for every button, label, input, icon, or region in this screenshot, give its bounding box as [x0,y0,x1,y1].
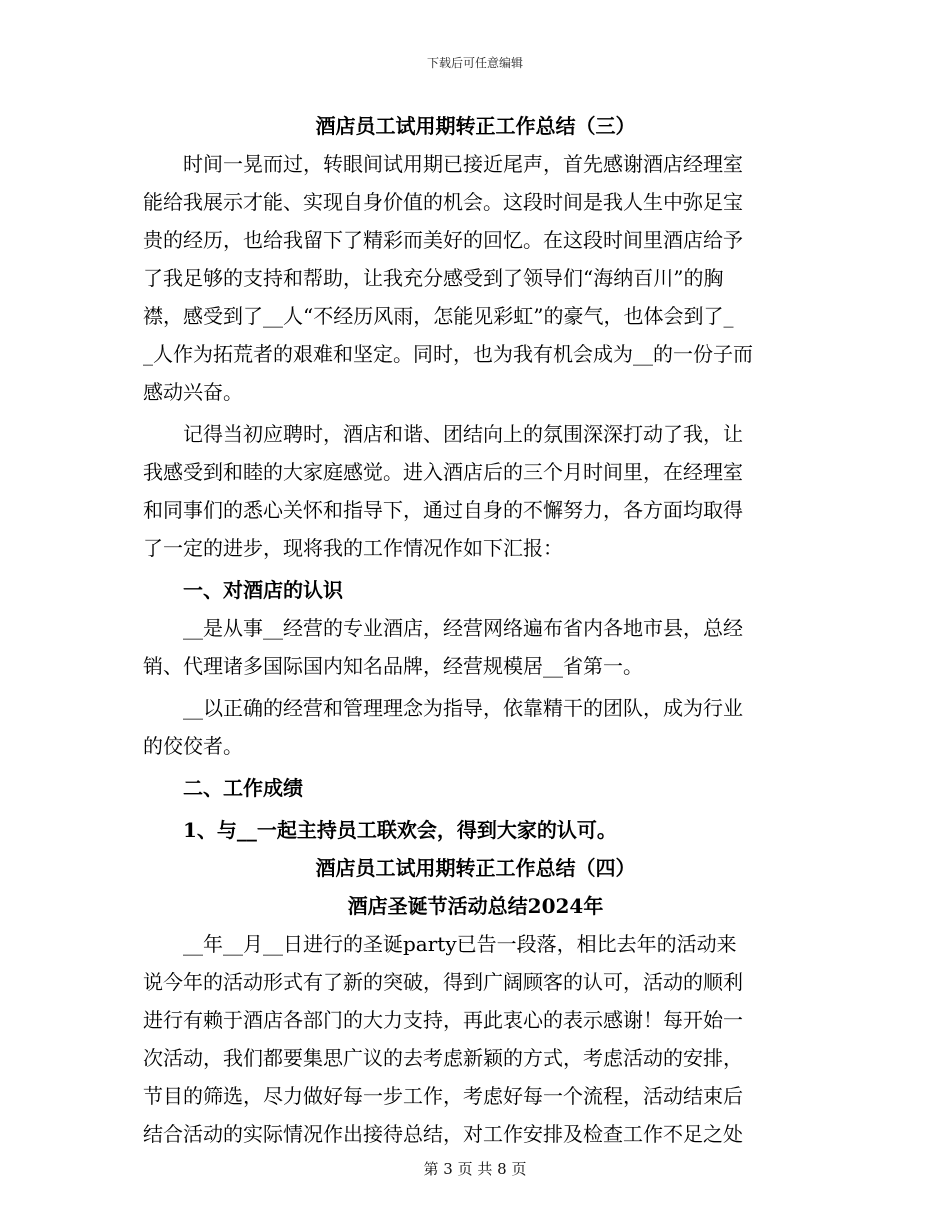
paragraph-management [143,689,808,765]
paragraph-recall [143,415,808,567]
subsection-heading-party: 1、与__一起主持员工联欢会，得到大家的认可。 [183,818,617,842]
paragraph-line: 结合活动的实际情况作出接待总结，对工作安排及检查工作不足之处 [143,1122,743,1146]
paragraph-line: 了一定的进步，现将我的工作情况作如下汇报： [143,536,563,560]
paragraph-line: 销、代理诸多国际国内知名品牌，经营规模居__省第一。 [143,654,643,678]
section-heading-achievements: 二、工作成绩 [183,776,303,800]
paragraph-line: 襟，感受到了__人“不经历风雨，怎能见彩虹”的豪气，也体会到了_ [143,304,734,328]
paragraph-line: __是从事__经营的专业酒店，经营网络遍布省内各地市县，总经 [183,616,743,640]
paragraph-line: 节目的筛选，尽力做好每一步工作，考虑好每一个流程，活动结束后 [143,1084,743,1108]
section-heading-hotel-understanding: 一、对酒店的认识 [183,578,343,602]
document-title-3: 酒店员工试用期转正工作总结（三） [315,114,636,138]
document-title-christmas: 酒店圣诞节活动总结2024年 [347,894,604,918]
paragraph-line: 我感受到和睦的大家庭感觉。进入酒店后的三个月时间里，在经理室 [143,460,743,484]
document-title-4: 酒店员工试用期转正工作总结（四） [315,856,636,880]
paragraph-line: 贵的经历，也给我留下了精彩而美好的回忆。在这段时间里酒店给予 [143,228,743,252]
paragraph-line: 感动兴奋。 [143,380,243,404]
paragraph-hotel-profile [143,609,808,685]
paragraph-line: 说今年的活动形式有了新的突破，得到广阔顾客的认可，活动的顺利 [143,970,743,994]
paragraph-line: 记得当初应聘时，酒店和谐、团结向上的氛围深深打动了我，让 [183,422,743,446]
paragraph-line: 进行有赖于酒店各部门的大力支持，再此衷心的表示感谢！每开始一 [143,1008,743,1032]
paragraph-line: 时间一晃而过，转眼间试用期已接近尾声，首先感谢酒店经理室 [183,152,743,176]
paragraph-line: 和同事们的悉心关怀和指导下，通过自身的不懈努力，各方面均取得 [143,498,743,522]
paragraph-line: 了我足够的支持和帮助，让我充分感受到了领导们“海纳百川”的胸 [143,266,724,290]
paragraph-line: __年__月__日进行的圣诞party已告一段落，相比去年的活动来 [183,932,737,956]
paragraph-line: __以正确的经营和管理理念为指导，依靠精干的团队，成为行业 [183,696,743,720]
paragraph-line: 次活动，我们都要集思广议的去考虑新颖的方式，考虑活动的安排， [143,1046,743,1070]
paragraph-line: 能给我展示才能、实现自身价值的机会。这段时间是我人生中弥足宝 [143,190,743,214]
paragraph-intro [143,145,808,411]
page-header: 下载后可任意编辑 [426,56,523,70]
paragraph-line: 的佼佼者。 [143,734,243,758]
paragraph-line: _人作为拓荒者的艰难和坚定。同时，也为我有机会成为__的一份子而 [143,342,753,366]
page-number: 第 3 页 共 8 页 [423,1160,527,1178]
document-body [143,107,808,1153]
paragraph-christmas [143,925,808,1153]
